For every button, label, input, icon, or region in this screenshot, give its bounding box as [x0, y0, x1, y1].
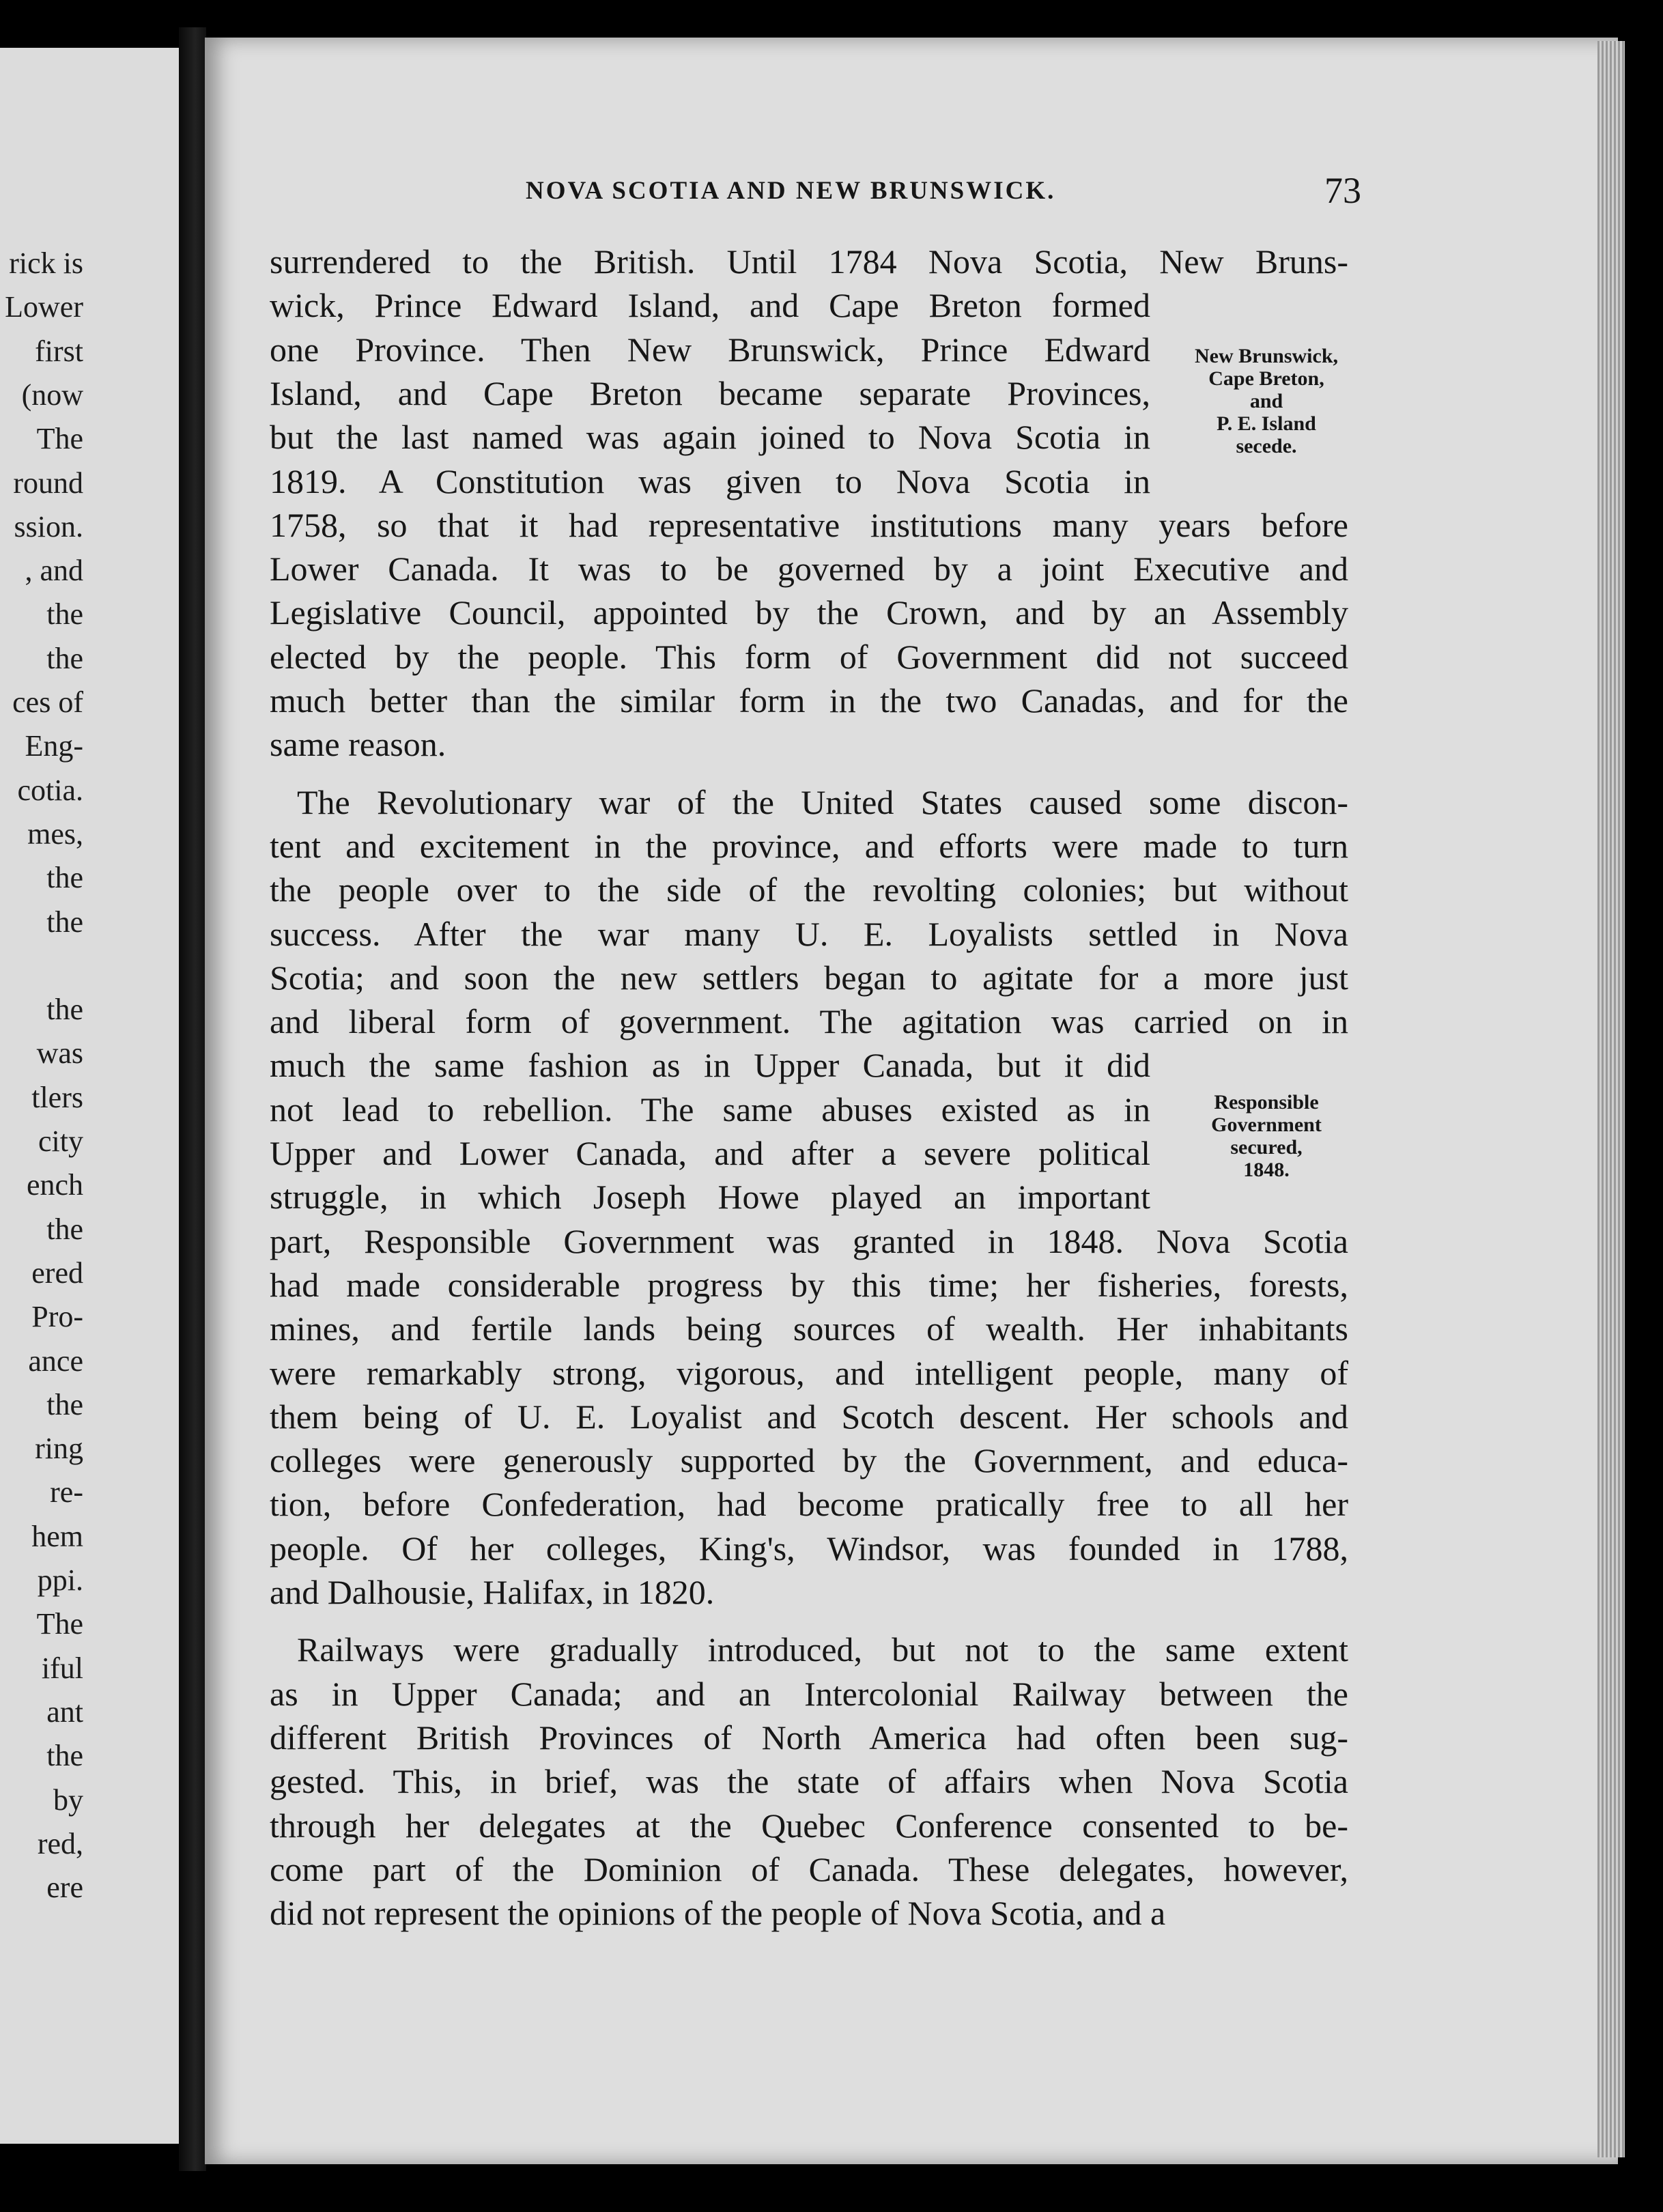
previous-page-line: re- — [50, 1475, 83, 1509]
text-line: did not represent the opinions of the people of Nova Scotia, and a — [270, 1894, 1166, 1933]
previous-page-line: ring — [35, 1432, 83, 1466]
previous-page-line: hem — [31, 1519, 83, 1553]
previous-page-line: , and — [25, 554, 83, 588]
marginal-note-line: and — [1249, 390, 1283, 412]
text-line: part, Responsible Government was granted in 1848. Nova Scotia — [270, 1221, 1348, 1260]
previous-page-line: Eng- — [25, 729, 83, 763]
marginal-note-line: Cape Breton, — [1208, 367, 1324, 390]
previous-page-line: iful — [41, 1651, 83, 1685]
previous-page-line: ssion. — [14, 509, 83, 543]
marginal-note-secession — [1167, 345, 1365, 457]
text-line: struggle, in which Joseph Howe played an important — [270, 1178, 1150, 1217]
previous-page-line: rick is — [9, 246, 83, 280]
text-line: Upper and Lower Canada, and after a severe political — [270, 1134, 1150, 1172]
text-line: come part of the Dominion of Canada. These delegates, however, — [270, 1849, 1348, 1888]
previous-page-line: (now — [21, 378, 83, 412]
text-line: different British Provinces of North America had often been sug- — [270, 1718, 1348, 1757]
text-line: Scotia; and soon the new settlers began to agitate for a more just — [270, 958, 1348, 997]
book-gutter — [179, 27, 206, 2171]
text-line: much better than the similar form in the two Canadas, and for the — [270, 681, 1348, 720]
text-line: wick, Prince Edward Island, and Cape Breton formed — [270, 286, 1150, 325]
text-line: the people over to the side of the revolting colonies; but without — [270, 870, 1348, 909]
previous-page-line: ces of — [12, 685, 83, 719]
text-line: had made considerable progress by this time; her fisheries, forests, — [270, 1265, 1348, 1304]
previous-page-line: the — [46, 861, 83, 895]
text-line: Railways were gradually introduced, but not to the same extent — [297, 1630, 1348, 1669]
text-line: and Dalhousie, Halifax, in 1820. — [270, 1573, 715, 1611]
previous-page-line: was — [36, 1036, 83, 1070]
text-line: Lower Canada. It was to be governed by a joint Executive and — [270, 550, 1348, 589]
marginal-note-line: Responsible — [1214, 1091, 1319, 1114]
previous-page-line: ench — [26, 1168, 83, 1202]
text-line: Legislative Council, appointed by the Crown, and by an Assembly — [270, 593, 1348, 632]
marginal-note-line: Government — [1211, 1114, 1322, 1136]
text-line: as in Upper Canada; and an Intercolonial Railway between the — [270, 1674, 1348, 1713]
marginal-note-line: 1848. — [1243, 1159, 1290, 1181]
text-line: mines, and fertile lands being sources of wealth. Her inhabitants — [270, 1309, 1348, 1348]
previous-page-line: ant — [46, 1695, 83, 1729]
previous-page-line: city — [38, 1124, 83, 1158]
text-line: one Province. Then New Brunswick, Prince Edward — [270, 330, 1150, 369]
previous-page-line: The — [36, 422, 83, 456]
text-line: success. After the war many U. E. Loyalists settled in Nova — [270, 914, 1348, 953]
text-line: were remarkably strong, vigorous, and intelligent people, many of — [270, 1353, 1348, 1392]
previous-page-line: the — [46, 641, 83, 675]
previous-page-line: The — [36, 1607, 83, 1641]
text-line: Island, and Cape Breton became separate Provinces, — [270, 373, 1150, 412]
page-edge — [1597, 41, 1625, 2157]
previous-page-fragment — [0, 48, 179, 2144]
page-number: 73 — [1324, 170, 1361, 211]
previous-page-line: the — [46, 905, 83, 939]
text-line: The Revolutionary war of the United States caused some discon- — [297, 782, 1348, 821]
text-line: people. Of her colleges, King's, Windsor, was founded in 1788, — [270, 1529, 1348, 1568]
previous-page-line: Pro- — [31, 1300, 83, 1334]
previous-page-line: Lower — [5, 290, 83, 324]
marginal-note-line: P. E. Island — [1217, 412, 1316, 435]
text-line: not lead to rebellion. The same abuses existed as in — [270, 1090, 1150, 1129]
previous-page-line: tlers — [31, 1080, 83, 1114]
text-line: through her delegates at the Quebec Conference consented to be- — [270, 1806, 1348, 1845]
previous-page-line: the — [46, 1739, 83, 1773]
previous-page-line: ance — [28, 1344, 83, 1378]
previous-page-line: the — [46, 1212, 83, 1246]
text-line: 1758, so that it had representative institutions many years before — [270, 505, 1348, 544]
previous-page-line: ered — [31, 1256, 83, 1290]
text-line: 1819. A Constitution was given to Nova Scotia in — [270, 462, 1150, 500]
previous-page-line: ere — [46, 1871, 83, 1905]
text-line: elected by the people. This form of Government did not succeed — [270, 637, 1348, 676]
previous-page-line: cotia. — [17, 773, 83, 807]
previous-page-line: the — [46, 597, 83, 632]
marginal-note-line: New Brunswick, — [1194, 345, 1338, 367]
text-line: same reason. — [270, 725, 446, 764]
text-line: surrendered to the British. Until 1784 Nova Scotia, New Bruns- — [270, 242, 1348, 281]
marginal-note-responsible-government — [1167, 1091, 1365, 1181]
previous-page-line: red, — [37, 1826, 83, 1860]
text-line: much the same fashion as in Upper Canada, but it did — [270, 1046, 1150, 1085]
text-line: gested. This, in brief, was the state of affairs when Nova Scotia — [270, 1762, 1348, 1801]
previous-page-line: mes, — [27, 817, 83, 851]
previous-page-line: first — [35, 334, 83, 368]
text-line: but the last named was again joined to Nova Scotia in — [270, 418, 1150, 457]
previous-page-line: the — [46, 1387, 83, 1421]
previous-page-line: by — [53, 1783, 83, 1817]
text-line: tion, before Confederation, had become pratically free to all her — [270, 1485, 1348, 1524]
previous-page-line: ppi. — [37, 1563, 83, 1597]
text-line: tent and excitement in the province, and efforts were made to turn — [270, 826, 1348, 865]
previous-page-line: the — [46, 993, 83, 1027]
text-line: colleges were generously supported by the Government, and educa- — [270, 1441, 1348, 1480]
running-title: NOVA SCOTIA AND NEW BRUNSWICK. — [526, 177, 1056, 205]
marginal-note-line: secured, — [1230, 1136, 1303, 1159]
previous-page-line: round — [13, 466, 83, 500]
text-line: them being of U. E. Loyalist and Scotch descent. Her schools and — [270, 1397, 1348, 1436]
marginal-note-line: secede. — [1236, 435, 1297, 457]
text-line: and liberal form of government. The agitation was carried on in — [270, 1002, 1348, 1041]
